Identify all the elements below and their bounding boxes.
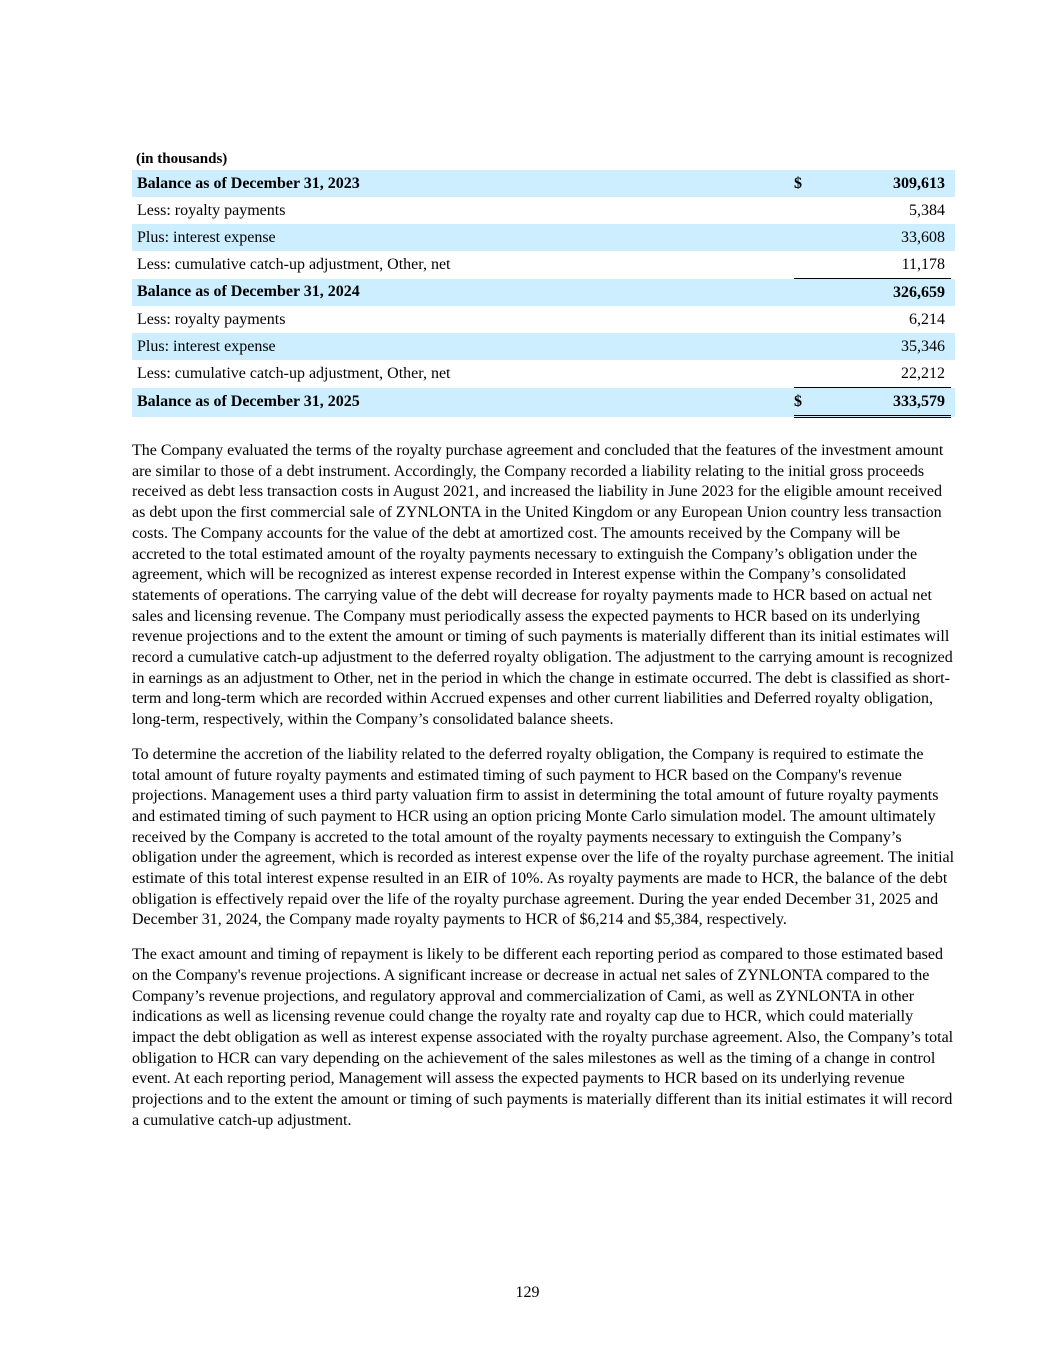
body-paragraph: To determine the accretion of the liability related to the deferred royalty obligation, the Company is required to estimate the total amount of future royalty payments and estimated timing of such payment to HCR based on the Company's revenue projections. Management uses a third party valuation firm to assist in determining the total amount of future royalty payments and estimated timing of such payment to HCR using an option pricing Monte Carlo simulation model. The amount ultimately received by the Company is accreted to the total amount of the royalty payments necessary to extinguish the Company’s obligation under the agreement, which is recorded as interest expense over the life of the royalty purchase agreement. The initial estimate of this total interest expense resulted in an EIR of 10%. As royalty payments are made to HCR, the balance of the debt obligation is effectively repaid over the life of the royalty purchase agreement. During the year ended December 31, 2025 and December 31, 2024, the Company made royalty payments to HCR of $6,214 and $5,384, respectively. [132,745,955,929]
units-label: (in thousands) [136,151,228,167]
row-label: Less: royalty payments [137,310,286,328]
row-label: Balance as of December 31, 2024 [132,279,794,307]
amount-value: 5,384 [909,201,945,219]
row-label: Balance as of December 31, 2025 [132,388,794,417]
row-label: Plus: interest expense [132,333,794,360]
table-row [132,360,955,388]
table-row [132,170,955,197]
amount-value: 22,212 [901,364,945,382]
row-label: Less: cumulative catch-up adjustment, Other, net [137,364,451,382]
amount-value: 35,346 [901,337,945,355]
row-label: Less: royalty payments [137,201,286,219]
row-label: Plus: interest expense [132,224,794,251]
currency-symbol: $ [794,392,802,410]
table-row [132,388,955,417]
page-number: 129 [515,1284,540,1301]
table-row [132,251,955,279]
amount-value: 326,659 [893,283,945,301]
table-row [132,333,955,360]
body-paragraph: The Company evaluated the terms of the royalty purchase agreement and concluded that the features of the investment amount are similar to those of a debt instrument. Accordingly, the Company recorded a liability relating to the initial gross proceeds received as debt less transaction costs in August 2021, and increased the liability in June 2023 for the eligible amount received as debt upon the first commercial sale of ZYNLONTA in the United Kingdom or any European Union country less transaction costs. The Company accounts for the value of the debt at amortized cost. The amounts received by the Company will be accreted to the total estimated amount of the royalty payments necessary to extinguish the Company’s obligation under the agreement, which will be recognized as interest expense recorded in Interest expense within the Company’s consolidated statements of operations. The carrying value of the debt will decrease for royalty payments made to HCR based on actual net sales and licensing revenue. The Company must periodically assess the expected payments to HCR based on its underlying revenue projections and to the extent the amount or timing of such payments is materially different than its initial estimates will record a cumulative catch-up adjustment to the deferred royalty obligation. The adjustment to the carrying amount is recognized in earnings as an adjustment to Other, net in the period in which the change in estimate occurred. The debt is classified as short-term and long-term which are recorded within Accrued expenses and other current liabilities and Deferred royalty obligation, long-term, respectively, within the Company’s consolidated balance sheets. [132,442,953,729]
row-label: Less: cumulative catch-up adjustment, Other, net [137,255,451,273]
table-row [132,306,955,333]
amount-value: 33,608 [901,228,945,246]
table-row [132,279,955,307]
document-page [132,148,955,1146]
amount-value: 11,178 [901,255,945,273]
currency-symbol: $ [794,174,802,192]
amount-value: 6,214 [909,310,945,328]
amount-value: 309,613 [893,174,945,192]
table-row [132,197,955,224]
body-paragraph: The exact amount and timing of repayment is likely to be different each reporting period as compared to those estimated based on the Company's revenue projections. A significant increase or decrease in actual net sales of ZYNLONTA compared to the Company’s revenue projections, and regulatory approval and commercialization of Cami, as well as ZYNLONTA in other indications as well as licensing revenue could change the royalty rate and royalty cap due to HCR, which could materially impact the debt obligation as well as interest expense associated with the royalty purchase agreement. Also, the Company’s total obligation to HCR can vary depending on the achievement of the sales milestones as well as the timing of a change in control event. At each reporting period, Management will assess the expected payments to HCR based on its underlying revenue projections and to the extent the amount or timing of such payments is materially different than its initial estimates it will record a cumulative catch-up adjustment. [132,946,954,1129]
table-row [132,224,955,251]
row-label: Balance as of December 31, 2023 [132,170,794,197]
deferred-royalty-rollforward-table [132,170,955,418]
amount-value: 333,579 [893,392,945,410]
